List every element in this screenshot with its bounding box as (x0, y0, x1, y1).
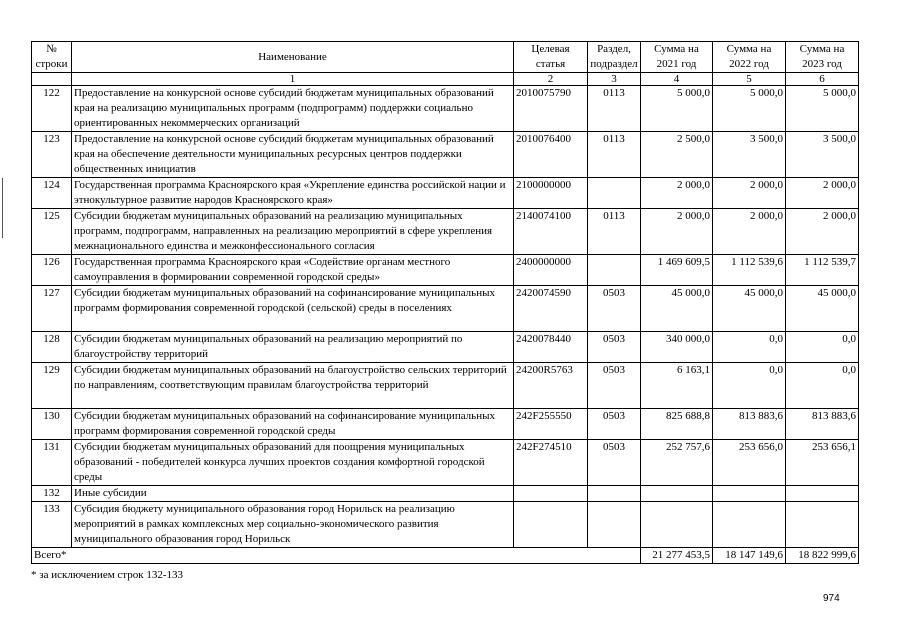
row-name: Предоставление на конкурсной основе субсидий бюджетам муниципальных образований края на обеспечение деятельности муниципальных ресурсных центров поддержки общественных инициатив (72, 132, 514, 178)
row-number: 129 (32, 363, 72, 409)
row-sum-2022: 813 883,6 (713, 409, 786, 440)
header-target: Целевая статья (514, 42, 588, 73)
row-section (588, 178, 641, 209)
row-number: 124 (32, 178, 72, 209)
row-number: 122 (32, 86, 72, 132)
row-sum-2023: 2 000,0 (786, 209, 859, 255)
row-sum-2023: 5 000,0 (786, 86, 859, 132)
row-sum-2023: 45 000,0 (786, 286, 859, 332)
row-name: Предоставление на конкурсной основе субсидий бюджетам муниципальных образований края на реализацию муниципальных программ (подпрограмм) поддержки социально ориентированных некоммерческих организаций (72, 86, 514, 132)
row-target-code: 242F274510 (514, 440, 588, 486)
row-sum-2022: 0,0 (713, 363, 786, 409)
table-row (32, 209, 859, 255)
total-2023: 18 822 999,6 (786, 548, 859, 564)
table-row (32, 409, 859, 440)
table-row (32, 363, 859, 409)
row-sum-2023: 0,0 (786, 332, 859, 363)
row-sum-2021 (641, 502, 713, 548)
table-row (32, 132, 859, 178)
table-row (32, 332, 859, 363)
table-row (32, 178, 859, 209)
row-sum-2022: 0,0 (713, 332, 786, 363)
row-target-code: 24200R5763 (514, 363, 588, 409)
table-body (32, 86, 859, 548)
row-section (588, 502, 641, 548)
row-sum-2021: 252 757,6 (641, 440, 713, 486)
row-sum-2022: 45 000,0 (713, 286, 786, 332)
row-name: Субсидии бюджетам муниципальных образований на благоустройство сельских территорий по направлениям, соответствующим правилам благоустройства территорий (72, 363, 514, 409)
row-section (588, 255, 641, 286)
scan-margin-mark (2, 178, 3, 238)
row-sum-2022: 1 112 539,6 (713, 255, 786, 286)
budget-table (31, 41, 859, 564)
footnote: * за исключением строк 132-133 (31, 569, 183, 581)
column-index: 3 (588, 73, 641, 86)
header-row (32, 42, 859, 73)
row-section: 0503 (588, 286, 641, 332)
row-name: Субсидии бюджетам муниципальных образований на софинансирование муниципальных программ формирования современной городской (сельской) среды в поселениях (72, 286, 514, 332)
row-target-code (514, 486, 588, 502)
row-sum-2021: 825 688,8 (641, 409, 713, 440)
row-sum-2023: 1 112 539,7 (786, 255, 859, 286)
row-section (588, 486, 641, 502)
column-index: 6 (786, 73, 859, 86)
total-2021: 21 277 453,5 (641, 548, 713, 564)
row-sum-2021: 6 163,1 (641, 363, 713, 409)
row-section: 0113 (588, 209, 641, 255)
column-index: 5 (713, 73, 786, 86)
column-index: 1 (72, 73, 514, 86)
row-sum-2023: 0,0 (786, 363, 859, 409)
row-section: 0503 (588, 363, 641, 409)
row-sum-2022: 5 000,0 (713, 86, 786, 132)
row-sum-2023: 813 883,6 (786, 409, 859, 440)
row-target-code: 2420078440 (514, 332, 588, 363)
row-sum-2021: 2 000,0 (641, 178, 713, 209)
row-number: 123 (32, 132, 72, 178)
row-sum-2021: 2 000,0 (641, 209, 713, 255)
row-sum-2023 (786, 486, 859, 502)
table-row (32, 440, 859, 486)
column-index-row (32, 73, 859, 86)
row-target-code (514, 502, 588, 548)
header-sum-2021: Сумма на 2021 год (641, 42, 713, 73)
row-section: 0503 (588, 332, 641, 363)
row-number: 131 (32, 440, 72, 486)
row-number: 130 (32, 409, 72, 440)
row-name: Субсидии бюджетам муниципальных образований на софинансирование муниципальных программ формирования современной городской среды (72, 409, 514, 440)
row-section: 0113 (588, 132, 641, 178)
row-name: Субсидии бюджетам муниципальных образований на реализацию муниципальных программ, подпрограмм, направленных на реализацию мероприятий в сфере укрепления межнационального единства и межконфессионального согласия (72, 209, 514, 255)
row-number: 125 (32, 209, 72, 255)
header-name: Наименование (72, 42, 514, 73)
row-name: Государственная программа Красноярского края «Содействие органам местного самоуправления в формировании современной городской среды» (72, 255, 514, 286)
row-name: Субсидия бюджету муниципального образования город Норильск на реализацию мероприятий в рамках комплексных мер социально-экономического развития муниципального образования город Норильск (72, 502, 514, 548)
table-row (32, 255, 859, 286)
row-number: 132 (32, 486, 72, 502)
row-sum-2021 (641, 486, 713, 502)
row-sum-2021: 340 000,0 (641, 332, 713, 363)
table-row (32, 502, 859, 548)
row-name: Субсидии бюджетам муниципальных образований для поощрения муниципальных образований - победителей конкурса лучших проектов создания комфортной городской среды (72, 440, 514, 486)
table-row (32, 86, 859, 132)
row-target-code: 2010075790 (514, 86, 588, 132)
row-sum-2021: 45 000,0 (641, 286, 713, 332)
row-sum-2022: 2 000,0 (713, 178, 786, 209)
row-sum-2023 (786, 502, 859, 548)
header-sum-2023: Сумма на 2023 год (786, 42, 859, 73)
header-row-no: № строки (32, 42, 72, 73)
column-index-blank (32, 73, 72, 86)
row-sum-2022: 253 656,0 (713, 440, 786, 486)
row-target-code: 2420074590 (514, 286, 588, 332)
column-index: 2 (514, 73, 588, 86)
row-number: 128 (32, 332, 72, 363)
row-number: 127 (32, 286, 72, 332)
header-sum-2022: Сумма на 2022 год (713, 42, 786, 73)
row-target-code: 2140074100 (514, 209, 588, 255)
row-number: 126 (32, 255, 72, 286)
row-sum-2022: 2 000,0 (713, 209, 786, 255)
row-sum-2023: 3 500,0 (786, 132, 859, 178)
row-target-code: 2010076400 (514, 132, 588, 178)
row-section: 0503 (588, 440, 641, 486)
column-index: 4 (641, 73, 713, 86)
total-2022: 18 147 149,6 (713, 548, 786, 564)
row-sum-2022 (713, 502, 786, 548)
row-target-code: 2400000000 (514, 255, 588, 286)
row-sum-2023: 2 000,0 (786, 178, 859, 209)
table-row (32, 286, 859, 332)
row-name: Государственная программа Красноярского края «Укрепление единства российской нации и этнокультурное развитие народов Красноярского края» (72, 178, 514, 209)
row-sum-2021: 5 000,0 (641, 86, 713, 132)
row-name: Иные субсидии (72, 486, 514, 502)
row-target-code: 2100000000 (514, 178, 588, 209)
total-row (32, 548, 859, 564)
row-sum-2021: 1 469 609,5 (641, 255, 713, 286)
page-number: 974 (823, 593, 840, 604)
row-target-code: 242F255550 (514, 409, 588, 440)
row-number: 133 (32, 502, 72, 548)
row-section: 0503 (588, 409, 641, 440)
row-name: Субсидии бюджетам муниципальных образований на реализацию мероприятий по благоустройству территорий (72, 332, 514, 363)
row-sum-2022: 3 500,0 (713, 132, 786, 178)
row-sum-2023: 253 656,1 (786, 440, 859, 486)
header-section: Раздел, подраздел (588, 42, 641, 73)
row-sum-2021: 2 500,0 (641, 132, 713, 178)
table-row (32, 486, 859, 502)
row-sum-2022 (713, 486, 786, 502)
total-label: Всего* (32, 548, 641, 564)
row-section: 0113 (588, 86, 641, 132)
